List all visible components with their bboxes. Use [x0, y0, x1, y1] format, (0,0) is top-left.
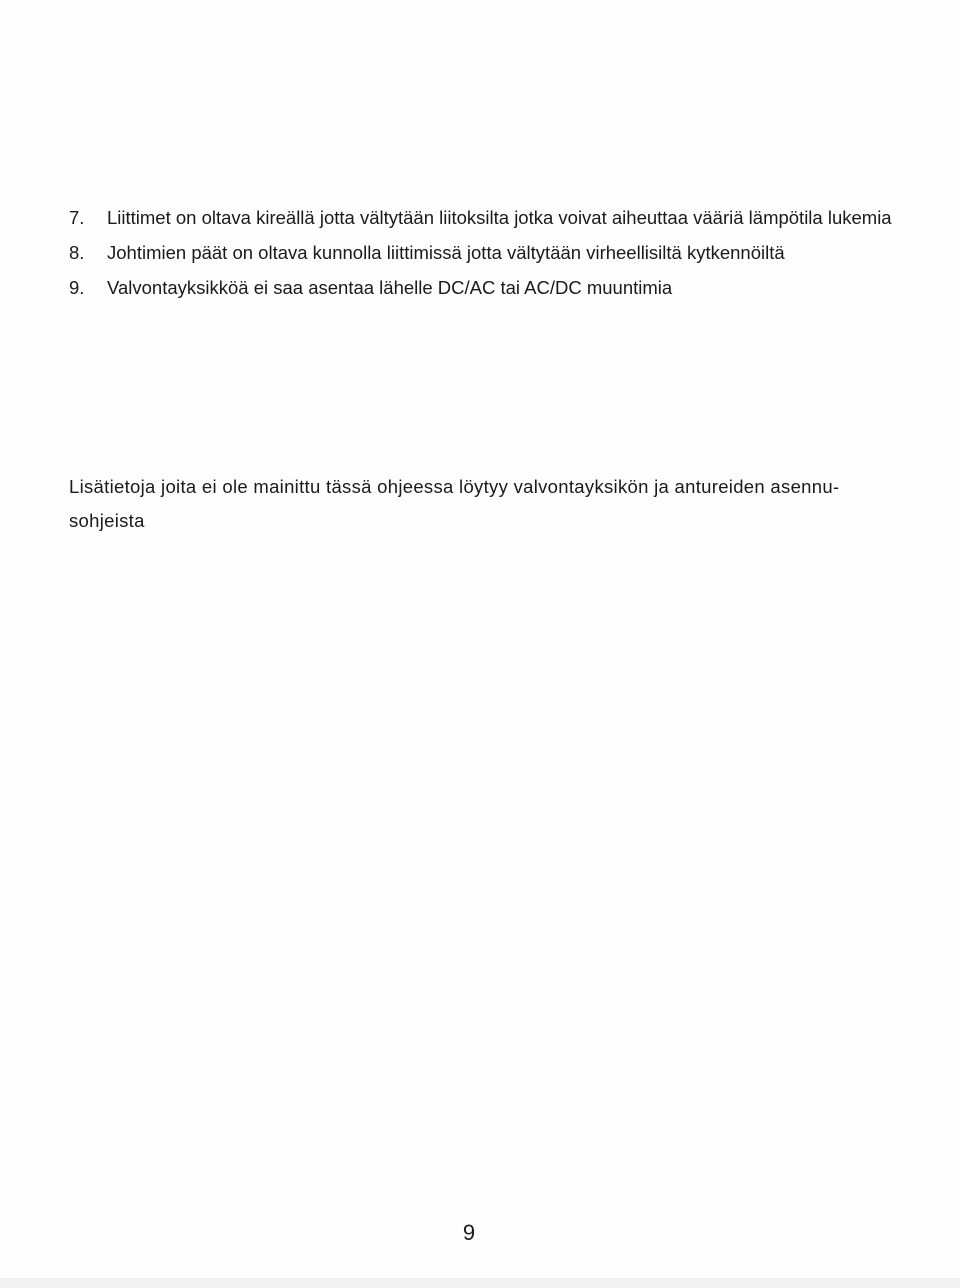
list-item [69, 270, 929, 305]
page-bottom-edge [0, 1278, 960, 1288]
list-item [69, 235, 929, 270]
list-item [69, 200, 929, 235]
list-item-text: Valvontayksikköä ei saa asentaa lähelle DC/AC tai AC/DC muuntimia [107, 277, 673, 298]
note-line-2: sohjeista [69, 510, 145, 531]
note-line-1: Lisätietoja joita ei ole mainittu tässä ohjeessa löytyy valvontayksikön ja antureiden asennu- [69, 476, 840, 497]
list-item-number: 9. [69, 277, 85, 298]
list-item-text: Johtimien päät on oltava kunnolla liittimissä jotta vältytään virheellisiltä kytkennöiltä [107, 242, 785, 263]
additional-info-note [69, 470, 894, 538]
list-item-text: Liittimet on oltava kireällä jotta vältytään liitoksilta jotka voivat aiheuttaa vääriä lämpötila lukemia [107, 207, 892, 228]
instruction-list [69, 200, 929, 305]
list-item-number: 8. [69, 242, 85, 263]
list-item-number: 7. [69, 207, 85, 228]
page-number: 9 [462, 1220, 476, 1245]
